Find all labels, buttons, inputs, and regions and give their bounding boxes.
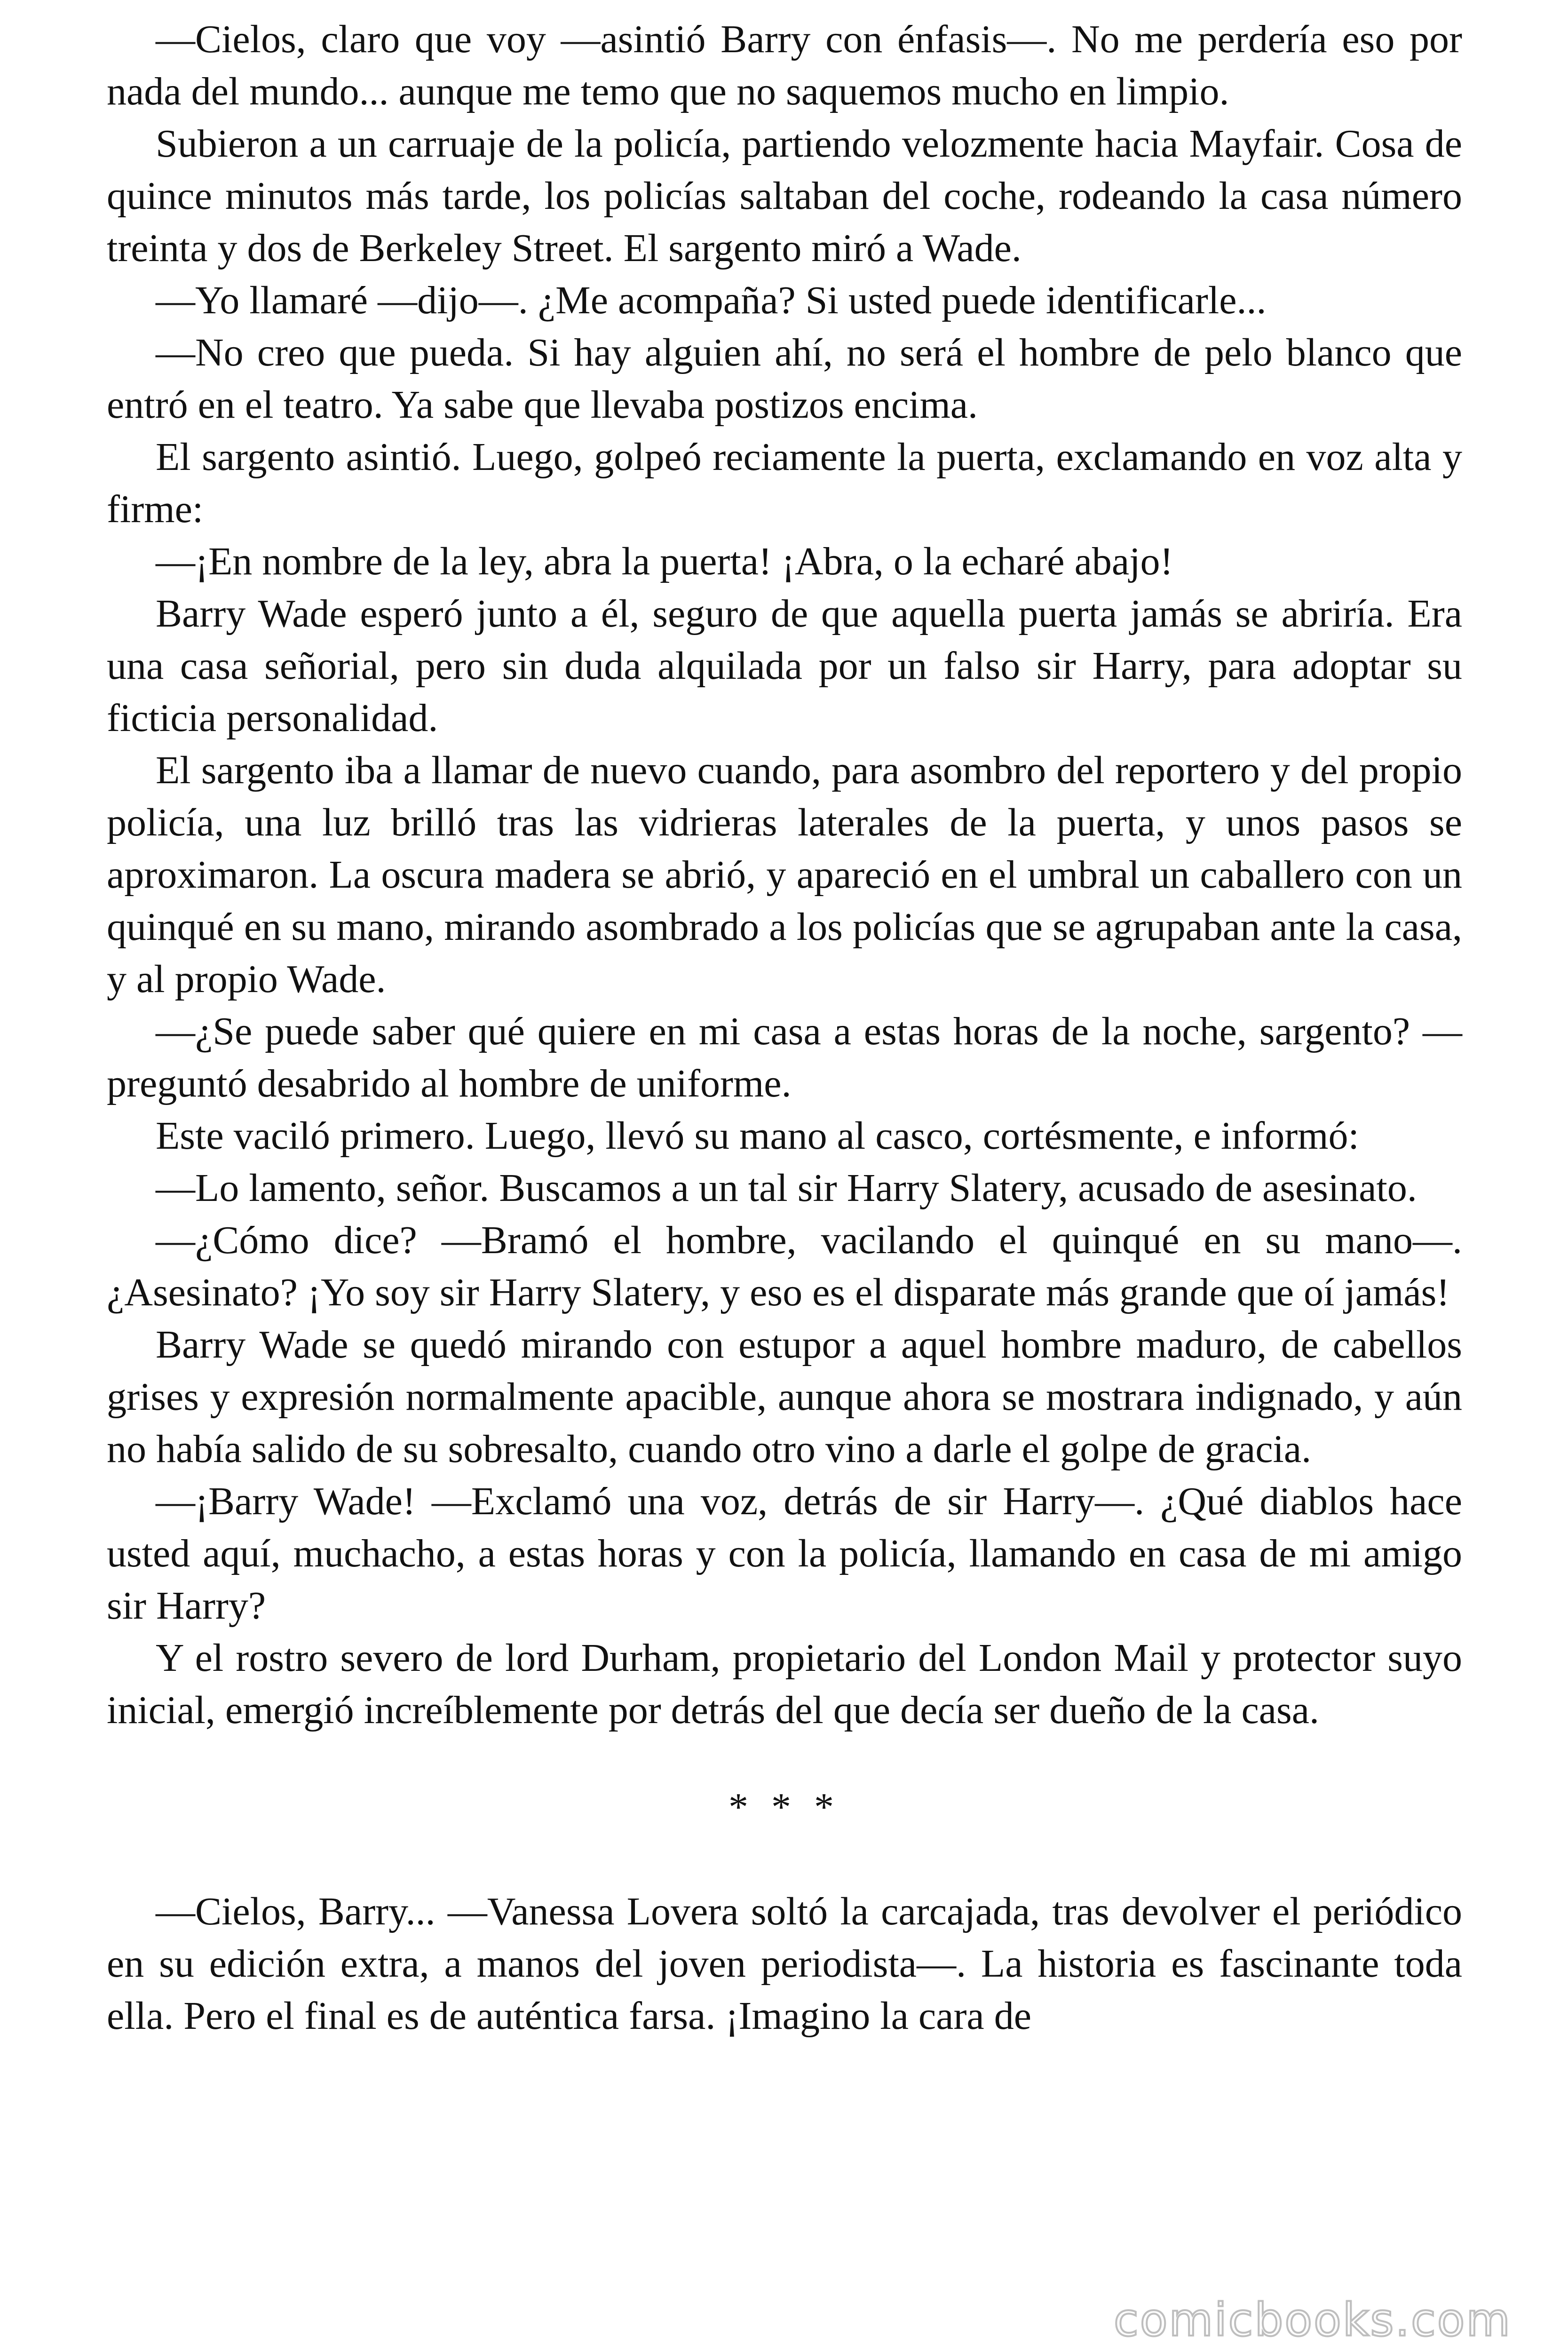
paragraph: —¿Cómo dice? —Bramó el hombre, vacilando el quinqué en su mano—. ¿Asesinato? ¡Yo soy sir Harry Slatery, y eso es el disparate más grande que oí jamás! xyxy=(107,1218,1462,1314)
paragraph: El sargento asintió. Luego, golpeó reciamente la puerta, exclamando en voz alta y firme: xyxy=(107,435,1462,531)
paragraph: —¿Se puede saber qué quiere en mi casa a estas horas de la noche, sargento? —preguntó desabrido al hombre de uniforme. xyxy=(107,1009,1462,1105)
paragraph: —Cielos, Barry... —Vanessa Lovera soltó la carcajada, tras devolver el periódico en su edición extra, a manos del joven periodista—. La historia es fascinante toda ella. Pero el final es de auténtica farsa. ¡Imagino la cara de xyxy=(107,1890,1462,2038)
paragraph: —¡En nombre de la ley, abra la puerta! ¡Abra, o la echaré abajo! xyxy=(156,540,1173,583)
paragraph: El sargento iba a llamar de nuevo cuando, para asombro del reportero y del propio policía, una luz brilló tras las vidrieras laterales de la puerta, y unos pasos se aproximaron. La oscura madera se abrió, y apareció en el umbral un caballero con un quinqué en su mano, mirando asombrado a los policías que se agrupaban ante la casa, y al propio Wade. xyxy=(107,748,1462,1001)
paragraph: Subieron a un carruaje de la policía, partiendo velozmente hacia Mayfair. Cosa de quince minutos más tarde, los policías saltaban del coche, rodeando la casa número treinta y dos de Berkeley Street. El sargento miró a Wade. xyxy=(107,122,1462,270)
paragraph: Y el rostro severo de lord Durham, propietario del London Mail y protector suyo inicial, emergió increíblemente por detrás del que decía ser dueño de la casa. xyxy=(107,1636,1462,1732)
paragraph: —Lo lamento, señor. Buscamos a un tal sir Harry Slatery, acusado de asesinato. xyxy=(156,1166,1417,1210)
paragraph: Este vaciló primero. Luego, llevó su mano al casco, cortésmente, e informó: xyxy=(156,1114,1359,1158)
watermark-logo: comicbooks.com xyxy=(1113,2294,1512,2346)
scene-break: * * * xyxy=(729,1785,840,1829)
paragraph: Barry Wade se quedó mirando con estupor a aquel hombre maduro, de cabellos grises y expresión normalmente apacible, aunque ahora se mostrara indignado, y aún no había salido de su sobresalto, cuando otro vino a darle el golpe de gracia. xyxy=(107,1323,1462,1471)
paragraph: —Cielos, claro que voy —asintió Barry con énfasis—. No me perdería eso por nada del mundo... aunque me temo que no saquemos mucho en limpio. xyxy=(107,17,1462,113)
paragraph: —¡Barry Wade! —Exclamó una voz, detrás de sir Harry—. ¿Qué diablos hace usted aquí, muchacho, a estas horas y con la policía, llamando en casa de mi amigo sir Harry? xyxy=(107,1479,1462,1628)
paragraph: —Yo llamaré —dijo—. ¿Me acompaña? Si usted puede identificarle... xyxy=(156,278,1267,322)
text-column xyxy=(107,13,1462,2042)
paragraph: Barry Wade esperó junto a él, seguro de que aquella puerta jamás se abriría. Era una casa señorial, pero sin duda alquilada por un falso sir Harry, para adoptar su ficticia personalidad. xyxy=(107,592,1462,740)
paragraph: —No creo que pueda. Si hay alguien ahí, no será el hombre de pelo blanco que entró en el teatro. Ya sabe que llevaba postizos encima. xyxy=(107,331,1462,427)
